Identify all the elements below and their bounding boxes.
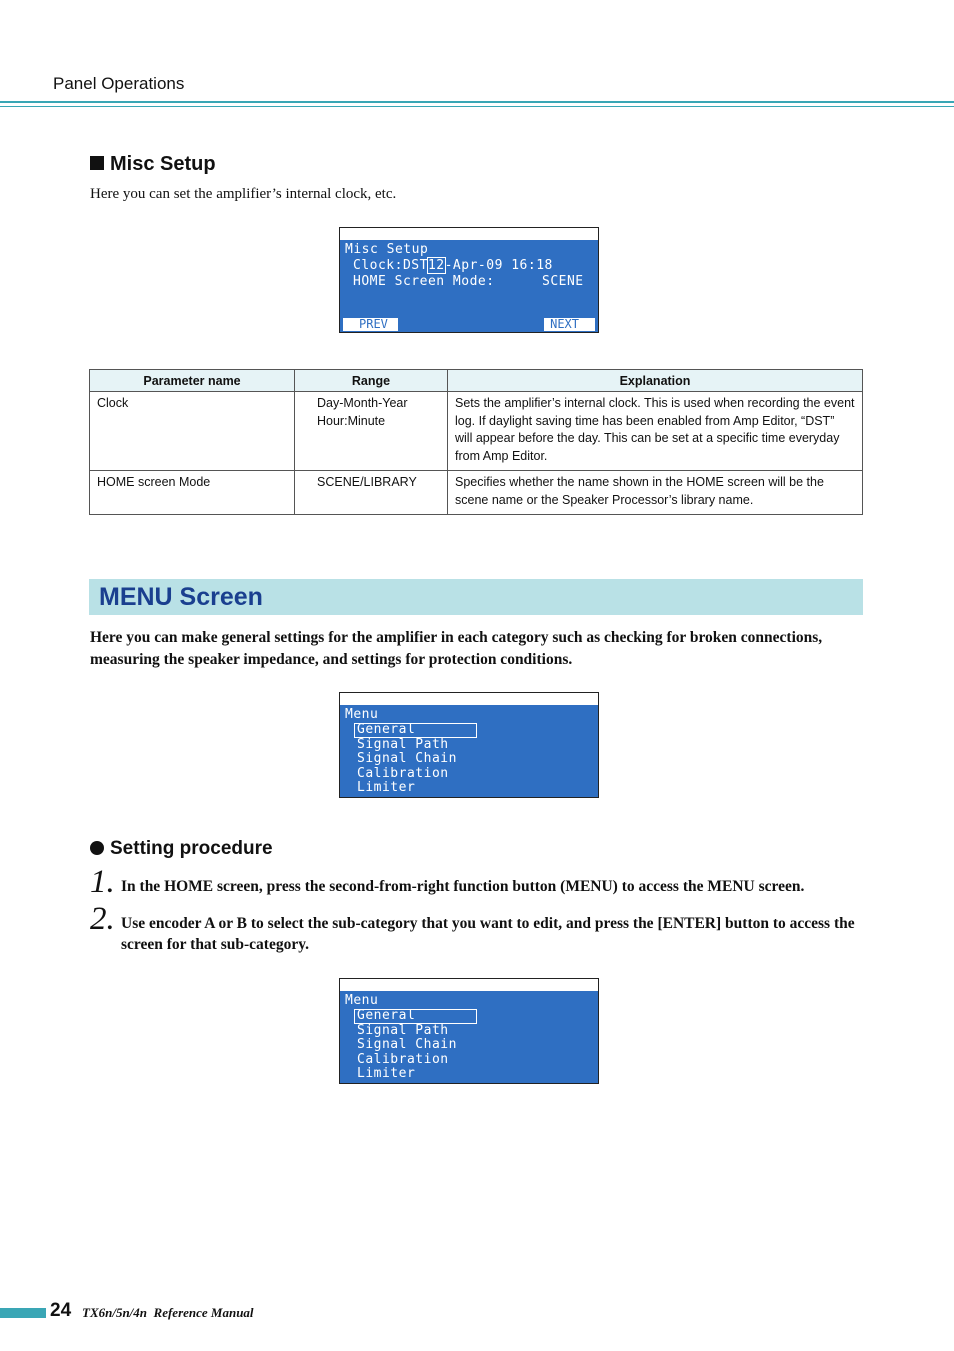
section-header: Panel Operations bbox=[53, 74, 185, 93]
lcd-home-label: HOME Screen Mode: bbox=[353, 274, 495, 289]
table-cell-name: Clock bbox=[90, 392, 295, 471]
misc-setup-heading bbox=[90, 153, 216, 176]
lcd-top-bar bbox=[340, 228, 598, 240]
lcd-top-bar bbox=[340, 979, 598, 991]
lcd-home-value: SCENE bbox=[542, 274, 584, 289]
lcd-top-bar bbox=[340, 693, 598, 705]
table-header-row bbox=[90, 370, 863, 392]
range-line: SCENE/LIBRARY bbox=[317, 475, 417, 489]
table-cell-explanation: Specifies whether the name shown in the HOME screen will be the scene name or the Speaker Processor’s library name. bbox=[448, 471, 863, 515]
menu-lcd-procedure bbox=[339, 978, 599, 1084]
lcd-menu-item: Signal Path bbox=[357, 737, 449, 752]
lcd-prev-label: PREV bbox=[359, 317, 388, 331]
range-line: Hour:Minute bbox=[317, 413, 386, 428]
lcd-clock-label: Clock:DST bbox=[353, 258, 428, 273]
lcd-menu-item: General bbox=[357, 722, 416, 737]
lcd-menu-item: Calibration bbox=[357, 766, 449, 781]
step-number: 2. bbox=[90, 901, 115, 937]
square-bullet-icon bbox=[90, 156, 104, 170]
misc-setup-lcd bbox=[339, 227, 599, 333]
parameter-table bbox=[89, 369, 863, 515]
manual-title: TX6n/5n/4n Reference Manual bbox=[82, 1305, 254, 1320]
range-line: Day-Month-Year bbox=[317, 396, 408, 410]
lcd-prev-button bbox=[343, 318, 398, 331]
lcd-menu-item: Signal Chain bbox=[357, 1037, 457, 1052]
header-rule bbox=[0, 101, 954, 103]
table-cell-range bbox=[295, 471, 448, 515]
lcd-menu-item: Calibration bbox=[357, 1052, 449, 1067]
menu-lcd bbox=[339, 692, 599, 798]
lcd-title: Misc Setup bbox=[345, 242, 429, 257]
table-header: Parameter name bbox=[90, 370, 295, 392]
table-cell-range bbox=[295, 392, 448, 471]
table-header: Range bbox=[295, 370, 448, 392]
lcd-menu-title: Menu bbox=[345, 707, 379, 722]
menu-screen-band bbox=[89, 579, 863, 615]
lcd-menu-item: Signal Chain bbox=[357, 751, 457, 766]
step-text: Use encoder A or B to select the sub-category that you want to edit, and press the [ENTER] button to access the screen for that sub-category. bbox=[121, 915, 855, 953]
setting-procedure-heading bbox=[90, 838, 273, 860]
misc-setup-title: Misc Setup bbox=[110, 153, 216, 175]
menu-screen-description: Here you can make general settings for the amplifier in each category such as checking for broken connections, measuring the speaker impedance, and settings for protection conditions. bbox=[90, 629, 823, 668]
lcd-menu-item: General bbox=[357, 1008, 416, 1023]
page-number: 24 bbox=[50, 1300, 72, 1321]
table-cell-explanation: Sets the amplifier’s internal clock. This is used when recording the event log. If daylight saving time has been enabled from Amp Editor, “DST” will appear before the day. This can be set at a specific time everyday from Amp Editor. bbox=[448, 392, 863, 471]
setting-procedure-title: Setting procedure bbox=[110, 838, 273, 859]
lcd-menu-item: Limiter bbox=[357, 780, 416, 795]
lcd-menu-title: Menu bbox=[345, 993, 379, 1008]
header-rule-thin bbox=[0, 106, 954, 107]
step-number: 1. bbox=[90, 864, 115, 900]
lcd-menu-item: Limiter bbox=[357, 1066, 416, 1081]
lcd-clock-rest: -Apr-09 16:18 bbox=[444, 258, 553, 273]
table-row bbox=[90, 471, 863, 515]
lcd-menu-item: Signal Path bbox=[357, 1023, 449, 1038]
lcd-clock-line bbox=[353, 259, 553, 273]
footer-bar bbox=[0, 1308, 46, 1318]
table-cell-name: HOME screen Mode bbox=[90, 471, 295, 515]
menu-screen-title: MENU Screen bbox=[99, 583, 263, 611]
step-text: In the HOME screen, press the second-from-right function button (MENU) to access the MENU screen. bbox=[121, 878, 805, 895]
misc-setup-description: Here you can set the amplifier’s internal clock, etc. bbox=[90, 186, 397, 202]
lcd-clock-day: 12 bbox=[427, 258, 445, 273]
lcd-next-button bbox=[544, 318, 595, 331]
table-row bbox=[90, 392, 863, 471]
table-header: Explanation bbox=[448, 370, 863, 392]
circle-bullet-icon bbox=[90, 841, 104, 855]
lcd-next-label: NEXT bbox=[550, 317, 579, 331]
